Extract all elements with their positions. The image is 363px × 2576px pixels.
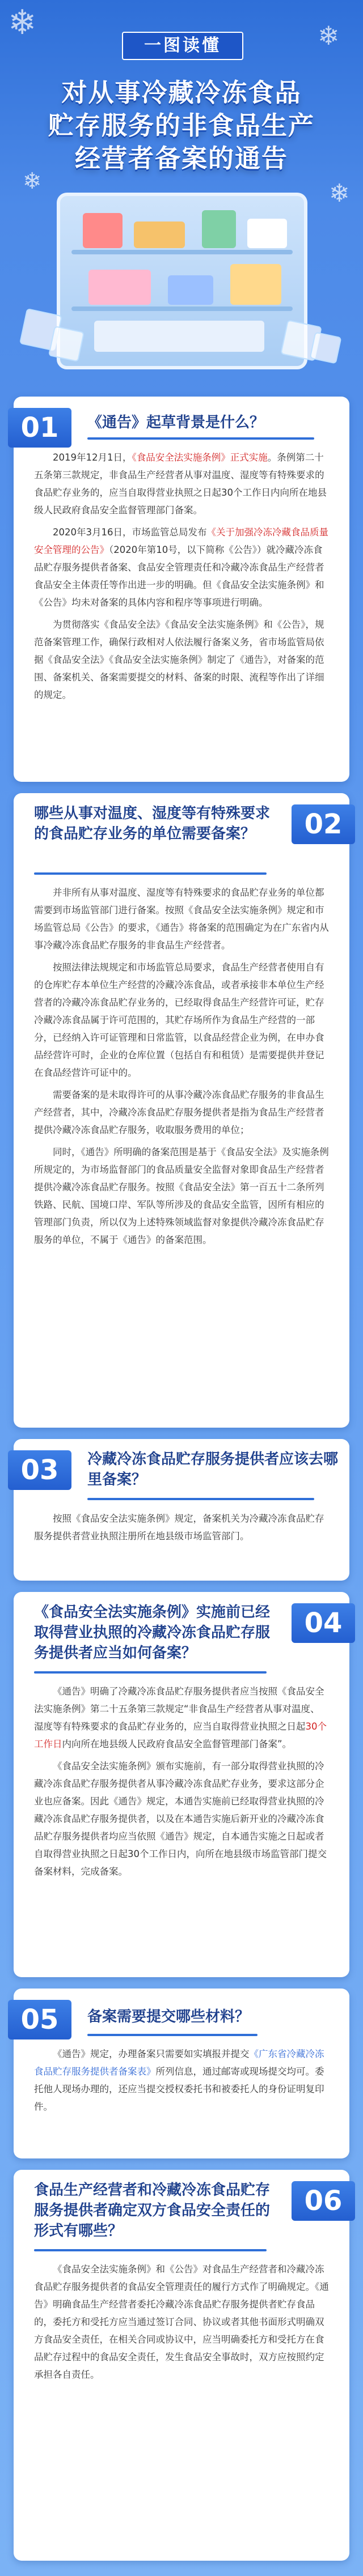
paragraph <box>34 1757 329 1880</box>
section-body <box>14 449 349 725</box>
text-segment: 按照《食品安全法实施条例》规定，备案机关为冷藏冷冻食品贮存服务提供者营业执照注册所在地县级市场监管部门。 <box>34 1513 324 1542</box>
title-line: 经营者备案的通告 <box>74 143 288 173</box>
title-line: 对从事冷藏冷冻食品 <box>61 78 302 108</box>
paragraph <box>34 2045 329 2115</box>
section-body <box>14 1510 349 1566</box>
section-card-01 <box>14 397 349 782</box>
section-body <box>14 2260 349 2405</box>
text-segment: 需要备案的是未取得许可的从事冷藏冷冻食品贮存服务的非食品生产经营者，其中，冷藏冷冻食品贮存服务提供者是指为食品生产经营者提供冷藏冷冻食品贮存服务，收取服务费用的单位； <box>34 1089 324 1135</box>
section-number: 01 <box>8 408 71 448</box>
text-segment: 同时，《通告》所明确的备案范围是基于《食品安全法》及实施条例所规定的，为市场监督部门的食品质量安全监督对象即食品生产经营者提供冷藏冷冻食品贮存服务。按照《食品安全法》第一百五十二条所列铁路、民航、国境口岸、军队等所涉及的食品安全监管，因所有相应的管理部门负责，所以仅为上述特殊领域监督对象提供冷藏冷冻食品贮存服务的单位，不属于《通告》的备案范围。 <box>34 1147 329 1245</box>
title-line: 贮存服务的非食品生产 <box>48 110 315 140</box>
text-segment: 2019年12月1日， <box>53 452 132 463</box>
text-segment: 。条例第二十五条第三款规定，非食品生产经营者从事对温度、湿度等有特殊要求的食品贮存业务的，应当自取得营业执照之日起30个工作日内向所在地县级人民政府食品安全监督管理部门备案。 <box>34 452 327 516</box>
text-segment: 《通告》规定，办理备案只需要如实填报并提交 <box>53 2049 250 2059</box>
section-card-05 <box>14 1989 349 2158</box>
section-body <box>14 884 349 1270</box>
section-number: 03 <box>8 1450 71 1490</box>
snowflake-icon: ❄ <box>8 3 37 42</box>
snowflake-icon: ❄ <box>318 20 340 51</box>
text-segment: 《通告》明确了冷藏冷冻食品贮存服务提供者应当按照《食品安全法实施条例》第二十五条第三款规定“非食品生产经营者从事对温度、湿度等有特殊要求的食品贮存业务的，应当自取得营业执照之日起 <box>34 1686 324 1732</box>
section-body <box>14 1683 349 1902</box>
paragraph <box>34 449 329 519</box>
text-segment: 按照法律法规规定和市场监管总局要求，食品生产经营者使用自有的仓库贮存本单位生产经营的冷藏冷冻食品，或者承接非本单位生产经营者的冷藏冷冻食品贮存业务的，已经取得食品生产经营许可证，贮存冷藏冷冻食品属于许可范围的，其贮存场所作为食品生产经营的一部分，已经纳入许可证管理和日常监管，以食品经营企业为例，在申办食品经营许可时，企业的仓库位置（包括自有和租赁）是需要提供并登记在食品经营许可证中的。 <box>34 962 324 1078</box>
highlight-text: 《关于加强冷冻冷藏食品质量安全管理的公告》 <box>34 527 328 555</box>
highlight-text: 《食品安全法实施条例》正式实施 <box>132 452 268 463</box>
ice-cube-icon <box>310 332 342 364</box>
paragraph <box>34 959 329 1082</box>
section-card-02 <box>14 793 349 1428</box>
section-body <box>14 2045 349 2137</box>
snowflake-icon: ❄ <box>23 168 42 194</box>
section-title: 《食品安全法实施条例》实施前已经取得营业执照的冷藏冷冻食品贮存服务提供者应当如何备案？ <box>34 1604 271 1662</box>
paragraph <box>34 1510 329 1545</box>
text-segment: 《食品安全法实施条例》和《公告》对食品生产经营者和冷藏冷冻食品贮存服务提供者的食品安全管理责任的履行方式作了明确规定。《通告》明确食品生产经营者委托冷藏冷冻食品贮存服务提供者贮存食品的，委托方和受托方应当通过签订合同、协议或者其他书面形式明确双方食品安全责任，在相关合同或协议中，应当明确委托方和受托方在食品贮存过程中的食品安全责任，发生食品安全事故时，双方应按照约定承担各自责任。 <box>34 2264 329 2380</box>
fridge-illustration <box>17 187 346 380</box>
section-title: 备案需要提交哪些材料？ <box>87 2008 250 2025</box>
paragraph <box>34 1143 329 1249</box>
section-title: 《通告》起草背景是什么？ <box>87 414 265 431</box>
section-card-03 <box>14 1439 349 1581</box>
section-header <box>14 1989 349 2045</box>
ice-cube-icon <box>48 326 85 362</box>
section-header <box>14 2170 349 2260</box>
section-header <box>14 397 349 449</box>
highlight-text: 《广东省冷藏冷冻食品贮存服务提供者备案表》 <box>34 2049 324 2077</box>
paragraph <box>34 523 329 611</box>
page-title <box>0 76 363 175</box>
section-number: 02 <box>292 804 355 844</box>
paragraph <box>34 1683 329 1753</box>
text-segment: 所列信息，通过邮寄或现场提交均可。委托他人现场办理的，还应当提交授权委托书和被委托人的身份证明复印件。 <box>34 2066 324 2112</box>
paragraph <box>34 616 329 704</box>
section-header <box>14 1439 349 1510</box>
section-number: 06 <box>292 2181 355 2221</box>
section-card-04 <box>14 1592 349 1977</box>
section-card-06 <box>14 2170 349 2561</box>
section-title: 食品生产经营者和冷藏冷冻食品贮存服务提供者确定双方食品安全责任的形式有哪些？ <box>34 2182 271 2239</box>
section-header <box>14 1592 349 1683</box>
section-number: 05 <box>8 2000 71 2039</box>
section-title: 哪些从事对温度、湿度等有特殊要求的食品贮存业务的单位需要备案？ <box>34 805 271 842</box>
section-title: 冷藏冷冻食品贮存服务提供者应该去哪里备案？ <box>87 1451 339 1488</box>
text-segment: 《食品安全法实施条例》颁布实施前，有一部分取得营业执照的冷藏冷冻食品贮存服务提供者从事冷藏冷冻食品贮存业务，要求这部分企业也应备案。因此《通告》规定，本通告实施前已经取得营业执照的冷藏冷冻食品贮存服务提供者，以及在本通告实施后新开业的冷藏冷冻食品贮存服务提供者均应当依照《通告》规定，自本通告实施之日起或者自取得营业执照之日起30个工作日内，向所在地县级市场监管部门提交备案材料，完成备案。 <box>34 1761 327 1877</box>
header-tag: 一图读懂 <box>122 32 243 60</box>
snowflake-icon: ❄ <box>329 179 350 208</box>
text-segment: 内向所在地县级人民政府食品安全监督管理部门备案”。 <box>62 1739 292 1749</box>
text-segment: 为贯彻落实《食品安全法》《食品安全法实施条例》和《公告》，规范备案管理工作，确保行政相对人依法履行备案义务，省市场监管局依据《食品安全法》《食品安全法实施条例》制定了《通告》，对备案的范围、备案机关、备案需要提交的材料、备案的时限、流程等作出了详细的规定。 <box>34 619 324 700</box>
text-segment: 2020年3月16日，市场监管总局发布 <box>53 527 207 538</box>
text-segment: （2020年第10号，以下简称《公告》）就冷藏冷冻食品贮存服务提供者备案、食品安全管理责任和冷藏冷冻食品生产经营者食品安全主体责任等作出进一步的明确。但《食品安全法实施条例》和《公告》均未对备案的具体内容和程序等事项进行明确。 <box>34 544 324 608</box>
highlight-text: 30个工作日 <box>34 1721 327 1749</box>
paragraph <box>34 884 329 954</box>
header-banner <box>0 0 363 391</box>
section-number: 04 <box>292 1603 355 1643</box>
paragraph <box>34 1086 329 1139</box>
fridge-icon <box>57 193 307 369</box>
paragraph <box>34 2260 329 2383</box>
section-header <box>14 793 349 884</box>
text-segment: 并非所有从事对温度、湿度等有特殊要求的食品贮存业务的单位都需要到市场监管部门进行备案。按照《食品安全法实施条例》规定和市场监管总局《公告》的要求，《通告》将备案的范围确定为在广东省内从事冷藏冷冻食品贮存服务的非食品生产经营者。 <box>34 887 329 951</box>
